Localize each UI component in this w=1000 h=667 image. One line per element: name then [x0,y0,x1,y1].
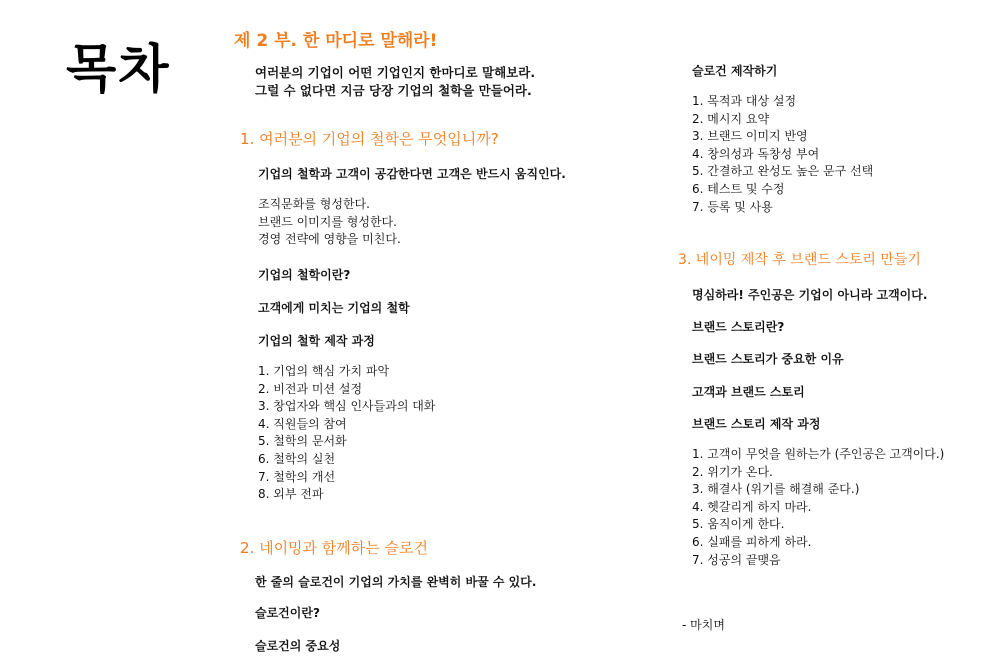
section-3-sub-heading: 브랜드 스토리 제작 과정 [692,417,821,431]
list-item: 2. 위기가 온다. [692,464,773,479]
list-item: 조직문화를 형성한다. [258,197,370,211]
section-3-heading: 3. 네이밍 제작 후 브랜드 스토리 만들기 [678,252,921,268]
section-1-steps [258,363,435,504]
section-2-steps [692,93,873,216]
list-item: 2. 비전과 미션 설정 [258,381,363,396]
section-3-steps [692,446,944,569]
section-2-sub-heading: 슬로건이란? [255,606,320,620]
list-item: 3. 창업자와 핵심 인사들과의 대화 [258,399,436,414]
list-item: 5. 간결하고 완성도 높은 문구 선택 [692,164,874,179]
section-1-sub-heading: 기업의 철학이란? [258,268,351,282]
list-item: 4. 창의성과 독창성 부여 [692,146,820,161]
list-item: 7. 성공의 끝맺음 [692,552,781,567]
list-item: 6. 철학의 실천 [258,451,336,466]
section-1-heading: 1. 여러분의 기업의 철학은 무엇입니까? [240,130,499,148]
list-item: 7. 등록 및 사용 [692,199,773,214]
section-2-sub-heading: 슬로건 제작하기 [692,64,778,78]
list-item: 1. 목적과 대상 설정 [692,94,797,108]
section-3-lead: 명심하라! 주인공은 기업이 아니라 고객이다. [692,288,928,302]
section-2-lead: 한 줄의 슬로건이 기업의 가치를 완벽히 바꿀 수 있다. [255,575,537,589]
list-item: 3. 브랜드 이미지 반영 [692,129,808,144]
part-title: 제 2 부. 한 마디로 말해라! [234,31,438,51]
list-item: 브랜드 이미지를 형성한다. [258,214,397,229]
list-item: 1. 기업의 핵심 가치 파악 [258,364,390,378]
list-item: 6. 테스트 및 수정 [692,181,785,196]
section-3-sub-heading: 브랜드 스토리가 중요한 이유 [692,352,844,366]
part-intro [255,64,535,100]
section-3-sub-heading: 고객과 브랜드 스토리 [692,385,805,399]
list-item: 5. 철학의 문서화 [258,434,347,449]
list-item: 7. 철학의 개선 [258,469,336,484]
section-1-sub-heading: 고객에게 미치는 기업의 철학 [258,301,410,315]
section-1-points [258,196,401,249]
section-2-heading: 2. 네이밍과 함께하는 슬로건 [240,539,429,557]
page-title: 목차 [66,40,171,100]
intro-line: 그럴 수 없다면 지금 당장 기업의 철학을 만들어라. [255,83,532,98]
section-3-sub-heading: 브랜드 스토리란? [692,320,785,334]
list-item: 3. 해결사 (위기를 해결해 준다.) [692,482,860,497]
section-2-sub-heading: 슬로건의 중요성 [255,639,341,653]
list-item: 8. 외부 전파 [258,487,324,502]
intro-line: 여러분의 기업이 어떤 기업인지 한마디로 말해보라. [255,65,536,80]
list-item: 경영 전략에 영향을 미친다. [258,232,401,247]
list-item: 5. 움직이게 한다. [692,517,785,532]
list-item: 4. 직원들의 참여 [258,416,347,431]
list-item: 1. 고객이 무엇을 원하는가 (주인공은 고객이다.) [692,447,945,461]
list-item: 4. 헷갈리게 하지 마라. [692,499,812,514]
section-1-lead: 기업의 철학과 고객이 공감한다면 고객은 반드시 움직인다. [258,167,566,181]
section-1-sub-heading: 기업의 철학 제작 과정 [258,334,375,348]
list-item: 2. 메시지 요약 [692,111,770,126]
list-item: 6. 실패를 피하게 하라. [692,534,812,549]
closing-item: - 마치며 [682,618,725,632]
